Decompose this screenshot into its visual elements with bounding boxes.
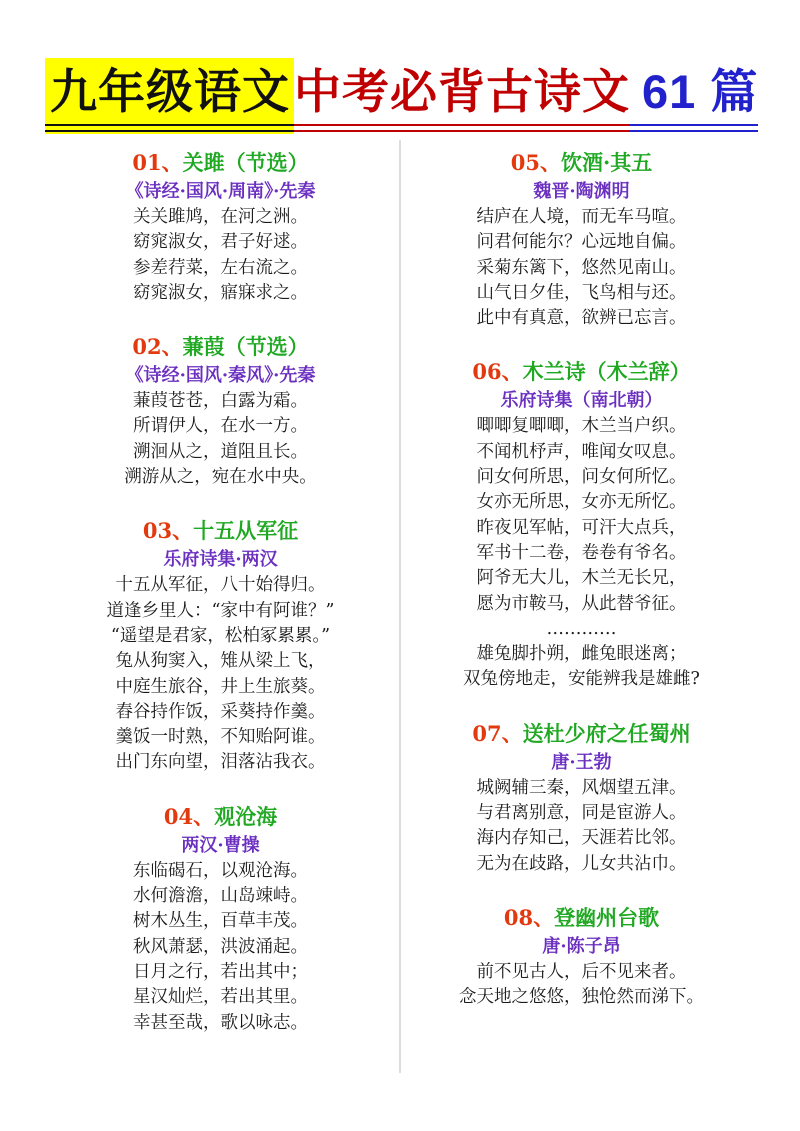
poem-number: 08、: [503, 904, 555, 930]
poem-line: 唧唧复唧唧，木兰当户织。: [476, 416, 687, 437]
poem-line: 与君离别意，同是宦游人。: [476, 803, 687, 824]
poem-line: 溯洄从之，道阻且长。: [133, 441, 308, 462]
poem-number: 07、: [472, 720, 523, 746]
poem-number: 03、: [142, 518, 194, 544]
poem-line: 星汉灿烂，若出其里。: [133, 987, 308, 1008]
poem-title: 关雎（节选）: [182, 150, 309, 175]
poem-source: 魏晋·陶渊明: [533, 181, 630, 202]
poem-line: 参差荇菜，左右流之。: [133, 257, 308, 278]
poem-02: [40, 332, 401, 490]
poem-line: 昨夜见军帖，可汗大点兵，: [476, 517, 687, 538]
poem-line: 采菊东篱下，悠然见南山。: [476, 257, 687, 278]
poem-title: 木兰诗（木兰辞）: [522, 359, 691, 385]
poem-line: 山气日夕佳，飞鸟相与还。: [476, 282, 687, 303]
poem-lines: [40, 205, 401, 306]
poem-line: 幸甚至哉，歌以咏志。: [133, 1012, 308, 1033]
poem-line: 道逢乡里人：“家中有阿谁？”: [106, 600, 335, 621]
poem-title: 十五从军征: [193, 518, 299, 544]
poem-title: 饮酒·其五: [560, 150, 653, 175]
poem-line: 雄兔脚扑朔，雌兔眼迷离；: [476, 644, 687, 665]
poem-source: 唐·王勃: [551, 751, 612, 773]
poem-line: 兔从狗窦入，雉从梁上飞，: [115, 651, 326, 672]
poem-line: 念天地之悠悠，独怆然而涕下。: [459, 987, 704, 1008]
poem-line: 十五从军征，八十始得归。: [115, 575, 326, 596]
poem-line: 前不见古人，后不见来者。: [476, 961, 687, 982]
poem-source: 唐·陈子昂: [542, 935, 621, 957]
poem-line: 城阙辅三秦，风烟望五津。: [476, 777, 687, 798]
poem-line: “遥望是君家，松柏冢累累。”: [110, 625, 331, 646]
poem-line: 阿爷无大儿，木兰无长兄，: [476, 568, 687, 589]
poem-line: 军书十二卷，卷卷有爷名。: [476, 542, 687, 563]
poem-line: 不闻机杼声，唯闻女叹息。: [476, 441, 687, 462]
title-red-segment: 中考必背古诗文: [294, 64, 630, 134]
poem-number: 06、: [472, 359, 523, 385]
poem-line: 所谓伊人，在水一方。: [133, 416, 308, 437]
poem-line: 此中有真意，欲辨已忘言。: [476, 308, 687, 329]
poem-05: [401, 148, 762, 331]
poem-source: 乐府诗集（南北朝）: [500, 390, 663, 412]
poem-line: 树木丛生，百草丰茂。: [133, 911, 308, 932]
poem-line: 日月之行，若出其中；: [133, 961, 308, 982]
poem-line: 出门东向望，泪落沾我衣。: [115, 752, 326, 773]
poem-lines: [40, 859, 401, 1036]
poem-heading: [40, 802, 401, 832]
poem-lines: [401, 414, 762, 692]
poem-lines: [401, 205, 762, 331]
page-title: [45, 58, 758, 134]
poem-line: 舂谷持作饭，采葵持作羹。: [115, 701, 326, 722]
poem-01: [40, 148, 401, 306]
poem-04: [40, 802, 401, 1036]
poem-line: 溯游从之，宛在水中央。: [124, 467, 317, 488]
poem-line: 东临碣石，以观沧海。: [133, 860, 308, 881]
poem-lines: [401, 776, 762, 877]
column-left: [40, 140, 401, 1062]
poem-line: 窈窕淑女，寤寐求之。: [133, 282, 308, 303]
poem-line: 中庭生旅谷，井上生旅葵。: [115, 676, 326, 697]
poem-heading: [401, 148, 762, 178]
poem-heading: [40, 516, 401, 546]
poem-lines: [401, 960, 762, 1011]
poem-title: 蒹葭（节选）: [182, 334, 309, 360]
poem-number: 02、: [132, 334, 183, 360]
poem-06: [401, 357, 762, 692]
poem-line: …………: [546, 618, 617, 639]
poem-source: 《诗经·国风·秦风》·先秦: [125, 365, 316, 387]
content-columns: [40, 140, 762, 1062]
poem-lines: [40, 573, 401, 775]
poem-line: 结庐在人境，而无车马喧。: [476, 207, 687, 227]
poem-source: 《诗经·国风·周南》·先秦: [125, 181, 316, 202]
poem-line: 蒹葭苍苍，白露为霜。: [133, 391, 308, 412]
poem-line: 无为在歧路，儿女共沾巾。: [476, 853, 687, 874]
poem-line: 愿为市鞍马，从此替爷征。: [476, 593, 687, 614]
poem-heading: [40, 332, 401, 362]
poem-source: 两汉·曹操: [181, 834, 260, 856]
poem-line: 问女何所思，问女何所忆。: [476, 467, 687, 488]
poem-line: 海内存知己，天涯若比邻。: [476, 828, 687, 849]
title-count-segment: 61 篇: [630, 64, 758, 134]
poem-08: [401, 903, 762, 1011]
poem-number: 01、: [132, 150, 183, 175]
poem-line: 问君何能尔？心远地自偏。: [476, 232, 687, 253]
poem-title: 登幽州台歌: [554, 904, 660, 930]
poem-number: 05、: [510, 150, 561, 175]
poem-line: 女亦无所思，女亦无所忆。: [476, 492, 687, 513]
poem-heading: [401, 903, 762, 933]
poem-number: 04、: [163, 803, 215, 829]
poem-line: 秋风萧瑟，洪波涌起。: [133, 936, 308, 957]
poem-title: 送杜少府之任蜀州: [522, 720, 691, 746]
poem-line: 关关雎鸠，在河之洲。: [133, 207, 308, 227]
poem-07: [401, 719, 762, 877]
poem-heading: [401, 357, 762, 387]
poem-title: 观沧海: [214, 803, 278, 829]
title-highlighted-segment: 九年级语文: [45, 58, 294, 134]
poem-heading: [40, 148, 401, 178]
poem-line: 双兔傍地走，安能辨我是雄雌?: [463, 669, 700, 690]
poem-line: 窈窕淑女，君子好逑。: [133, 232, 308, 253]
poem-03: [40, 516, 401, 775]
poem-source: 乐府诗集·两汉: [163, 549, 278, 571]
poem-line: 羹饭一时熟，不知贻阿谁。: [115, 727, 326, 748]
poem-heading: [401, 719, 762, 749]
poem-line: 水何澹澹，山岛竦峙。: [133, 886, 308, 907]
column-right: [401, 140, 762, 1062]
poem-lines: [40, 389, 401, 490]
